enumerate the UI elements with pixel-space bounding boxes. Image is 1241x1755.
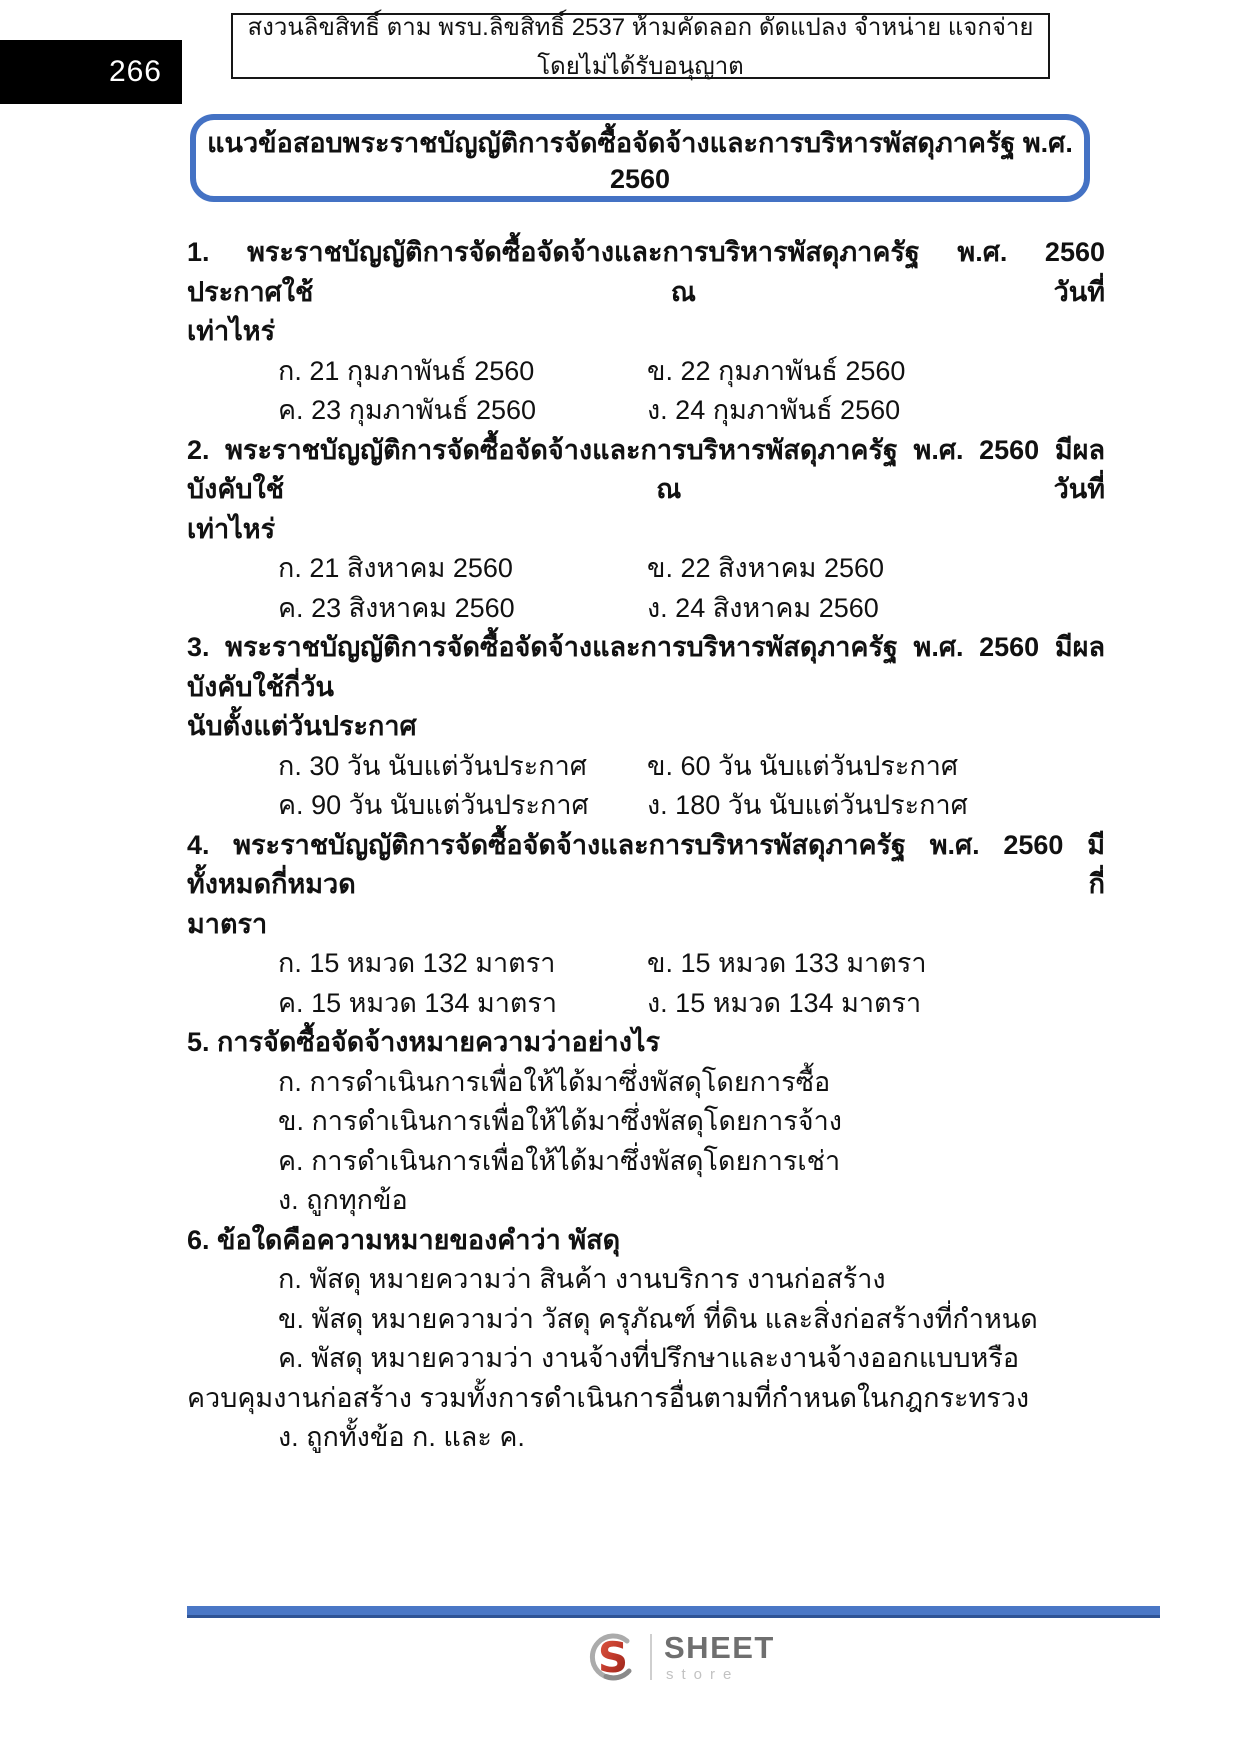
question-6 [187, 1221, 1105, 1458]
exam-title: แนวข้อสอบพระราชบัญญัติการจัดซื้อจัดจ้างและการบริหารพัสดุภาครัฐ พ.ศ. 2560 [207, 128, 1073, 194]
choice-option: ค. 15 หมวด 134 มาตรา [278, 987, 558, 1018]
choice-option: ง. 15 หมวด 134 มาตรา [647, 987, 922, 1018]
page-number-tab [0, 40, 182, 104]
choice-option: ค. พัสดุ หมายความว่า งานจ้างที่ปรึกษาและงานจ้างออกแบบหรือควบคุมงานก่อสร้าง รวมทั้งการดำเนินการอื่นตามที่กำหนดในกฎกระทรวง [187, 1343, 1030, 1413]
logo-brand-name: SHEET [664, 1630, 775, 1665]
logo-brand-subtext: store [666, 1666, 740, 1683]
choice-option: ง. 180 วัน นับแต่วันประกาศ [647, 790, 968, 820]
choice-option: ง. 24 สิงหาคม 2560 [647, 592, 879, 623]
svg-text:S: S [597, 1633, 629, 1682]
question-4 [187, 826, 1105, 1024]
choice-option: ข. พัสดุ หมายความว่า วัสดุ ครุภัณฑ์ ที่ดิน และสิ่งก่อสร้างที่กำหนด [278, 1303, 1038, 1334]
question-5 [187, 1023, 1105, 1221]
question-3-stem-line: นับตั้งแต่วันประกาศ [187, 711, 417, 741]
question-1-stem-line: เท่าไหร่ [187, 316, 276, 346]
choice-option: ก. 15 หมวด 132 มาตรา [278, 948, 556, 978]
page-number: 266 [108, 55, 162, 88]
footer-divider-bar [187, 1606, 1160, 1618]
exam-title-box [190, 114, 1090, 202]
question-4-stem-line: มาตรา [187, 908, 268, 939]
choice-option: ค. 23 กุมภาพันธ์ 2560 [278, 395, 537, 425]
question-2 [187, 431, 1105, 629]
question-3-choice-row [187, 747, 1105, 787]
choice-option: ข. 15 หมวด 133 มาตรา [647, 948, 927, 978]
sheet-store-logo [586, 1632, 775, 1683]
logo-text [664, 1632, 775, 1683]
question-6-stem-line: 6. ข้อใดคือความหมายของคำว่า พัสดุ [187, 1224, 621, 1255]
choice-option: ข. 22 สิงหาคม 2560 [647, 553, 885, 583]
question-2-stem-line: เท่าไหร่ [187, 513, 276, 544]
question-2-choice-row [187, 549, 1105, 589]
questions-area [187, 233, 1105, 1458]
question-4-choice-row [187, 984, 1105, 1024]
question-4-choice-row [187, 944, 1105, 984]
choice-option: ง. ถูกทั้งข้อ ก. และ ค. [278, 1422, 525, 1452]
question-2-stem-line: 2. พระราชบัญญัติการจัดซื้อจัดจ้างและการบริหารพัสดุภาครัฐ พ.ศ. 2560 มีผลบังคับใช้ ณ วันที่ [187, 434, 1105, 504]
question-1 [187, 233, 1105, 431]
logo-s-icon [586, 1632, 640, 1682]
choice-option: ก. 30 วัน นับแต่วันประกาศ [278, 750, 587, 781]
choice-option: ค. 23 สิงหาคม 2560 [278, 592, 515, 623]
question-1-stem-line: 1. พระราชบัญญัติการจัดซื้อจัดจ้างและการบริหารพัสดุภาครัฐ พ.ศ. 2560 ประกาศใช้ ณ วันที่ [187, 237, 1105, 307]
question-3-choice-row [187, 786, 1105, 826]
choice-option: ค. การดำเนินการเพื่อให้ได้มาซึ่งพัสดุโดยการเช่า [278, 1145, 841, 1176]
copyright-text: สงวนลิขสิทธิ์ ตาม พรบ.ลิขสิทธิ์ 2537 ห้ามคัดลอก ดัดแปลง จำหน่าย แจกจ่าย โดยไม่ได้รับอนุญาต [247, 14, 1034, 80]
choice-option: ก. การดำเนินการเพื่อให้ได้มาซึ่งพัสดุโดยการซื้อ [278, 1066, 831, 1097]
choice-option: ก. พัสดุ หมายความว่า สินค้า งานบริการ งานก่อสร้าง [278, 1264, 886, 1294]
choice-option: ข. การดำเนินการเพื่อให้ได้มาซึ่งพัสดุโดยการจ้าง [278, 1106, 842, 1136]
question-1-choice-row [187, 352, 1105, 392]
choice-option: ง. 24 กุมภาพันธ์ 2560 [647, 395, 901, 425]
copyright-notice-box [231, 13, 1050, 79]
logo-divider [650, 1634, 652, 1680]
question-3-stem-line: 3. พระราชบัญญัติการจัดซื้อจัดจ้างและการบริหารพัสดุภาครัฐ พ.ศ. 2560 มีผลบังคับใช้กี่วัน [187, 632, 1105, 702]
question-5-stem-line: 5. การจัดซื้อจัดจ้างหมายความว่าอย่างไร [187, 1027, 660, 1057]
choice-option: ก. 21 สิงหาคม 2560 [278, 553, 513, 583]
question-2-choice-row [187, 589, 1105, 629]
choice-option: ข. 60 วัน นับแต่วันประกาศ [647, 750, 959, 781]
choice-option: ง. ถูกทุกข้อ [278, 1185, 408, 1215]
question-3 [187, 628, 1105, 826]
choice-option: ข. 22 กุมภาพันธ์ 2560 [647, 355, 906, 386]
choice-option: ค. 90 วัน นับแต่วันประกาศ [278, 790, 589, 820]
question-4-stem-line: 4. พระราชบัญญัติการจัดซื้อจัดจ้างและการบริหารพัสดุภาครัฐ พ.ศ. 2560 มีทั้งหมดกี่หมวด กี่ [187, 829, 1105, 899]
choice-option: ก. 21 กุมภาพันธ์ 2560 [278, 355, 535, 386]
question-1-choice-row [187, 391, 1105, 431]
